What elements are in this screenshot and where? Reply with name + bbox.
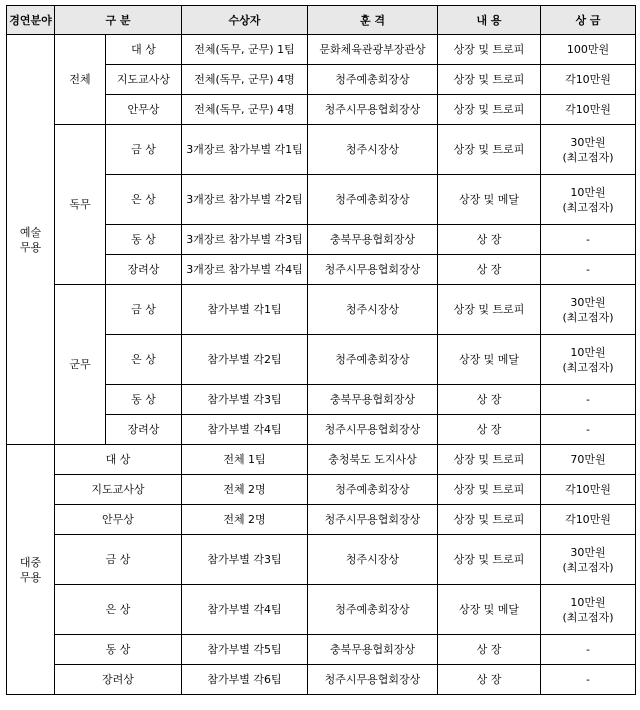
header-honor: 훈 격 [308,6,438,35]
table-row [7,505,636,535]
field-cell: 예술 무용 [7,35,55,445]
honor-cell: 청주예총회장상 [308,475,438,505]
honor-cell: 충북무용협회장상 [308,225,438,255]
content-cell: 상장 및 트로피 [438,35,541,65]
category-cell: 은 상 [55,585,182,635]
honor-cell: 청주예총회장상 [308,175,438,225]
category-cell: 은 상 [106,175,182,225]
winner-cell: 참가부별 각5팀 [182,635,308,665]
category-cell: 안무상 [55,505,182,535]
prize-cell: 10만원 (최고점자) [541,175,636,225]
honor-cell: 청주시무용협회장상 [308,665,438,695]
header-prize: 상 금 [541,6,636,35]
honor-cell: 충북무용협회장상 [308,385,438,415]
content-cell: 상장 및 메달 [438,335,541,385]
winner-cell: 전체(독무, 군무) 4명 [182,95,308,125]
content-cell: 상장 및 트로피 [438,475,541,505]
winner-cell: 3개장르 참가부별 각4팀 [182,255,308,285]
prize-cell: 30만원 (최고점자) [541,535,636,585]
content-cell: 상 장 [438,255,541,285]
content-cell: 상장 및 트로피 [438,445,541,475]
content-cell: 상장 및 트로피 [438,285,541,335]
honor-cell: 청주시무용협회장상 [308,505,438,535]
table-row [7,285,636,335]
content-cell: 상 장 [438,665,541,695]
header-category: 구 분 [55,6,182,35]
header-content: 내 용 [438,6,541,35]
table-row [7,35,636,65]
prize-cell: 각10만원 [541,475,636,505]
honor-cell: 청주예총회장상 [308,585,438,635]
content-cell: 상 장 [438,415,541,445]
subgroup-cell: 전체 [55,35,106,125]
prize-cell: - [541,225,636,255]
table-row [7,445,636,475]
prize-cell: 70만원 [541,445,636,475]
prize-cell: - [541,255,636,285]
table-row [7,585,636,635]
category-cell: 금 상 [106,125,182,175]
subgroup-cell: 군무 [55,285,106,445]
winner-cell: 전체(독무, 군무) 4명 [182,65,308,95]
category-cell: 동 상 [106,385,182,415]
awards-table [6,5,636,695]
honor-cell: 청주예총회장상 [308,65,438,95]
category-cell: 대 상 [55,445,182,475]
prize-cell: 10만원 (최고점자) [541,335,636,385]
honor-cell: 청주시무용협회장상 [308,255,438,285]
honor-cell: 청주시장상 [308,285,438,335]
winner-cell: 전체 2명 [182,475,308,505]
category-cell: 장려상 [106,415,182,445]
winner-cell: 참가부별 각4팀 [182,415,308,445]
prize-cell: 100만원 [541,35,636,65]
content-cell: 상장 및 트로피 [438,125,541,175]
winner-cell: 전체 1팀 [182,445,308,475]
prize-cell: 30만원 (최고점자) [541,125,636,175]
table-row [7,665,636,695]
category-cell: 지도교사상 [55,475,182,505]
winner-cell: 참가부별 각2팀 [182,335,308,385]
honor-cell: 충청북도 도지사상 [308,445,438,475]
winner-cell: 참가부별 각3팀 [182,385,308,415]
honor-cell: 청주시무용협회장상 [308,415,438,445]
table-row [7,535,636,585]
content-cell: 상 장 [438,635,541,665]
winner-cell: 3개장르 참가부별 각1팀 [182,125,308,175]
prize-cell: - [541,385,636,415]
category-cell: 동 상 [106,225,182,255]
header-row [7,6,636,35]
header-field: 경연분야 [7,6,55,35]
prize-cell: 각10만원 [541,65,636,95]
honor-cell: 충북무용협회장상 [308,635,438,665]
header-winner: 수상자 [182,6,308,35]
category-cell: 지도교사상 [106,65,182,95]
prize-cell: - [541,415,636,445]
table-row [7,475,636,505]
content-cell: 상장 및 메달 [438,175,541,225]
category-cell: 금 상 [55,535,182,585]
winner-cell: 참가부별 각6팀 [182,665,308,695]
prize-cell: 각10만원 [541,95,636,125]
winner-cell: 전체 2명 [182,505,308,535]
prize-cell: - [541,635,636,665]
table-row [7,635,636,665]
content-cell: 상장 및 메달 [438,585,541,635]
category-cell: 안무상 [106,95,182,125]
honor-cell: 청주시장상 [308,125,438,175]
category-cell: 장려상 [106,255,182,285]
field-cell: 대중 무용 [7,445,55,695]
content-cell: 상 장 [438,225,541,255]
subgroup-cell: 독무 [55,125,106,285]
winner-cell: 참가부별 각3팀 [182,535,308,585]
winner-cell: 3개장르 참가부별 각3팀 [182,225,308,255]
prize-cell: 30만원 (최고점자) [541,285,636,335]
content-cell: 상장 및 트로피 [438,95,541,125]
honor-cell: 청주시무용협회장상 [308,95,438,125]
content-cell: 상장 및 트로피 [438,505,541,535]
content-cell: 상장 및 트로피 [438,65,541,95]
prize-cell: 10만원 (최고점자) [541,585,636,635]
category-cell: 금 상 [106,285,182,335]
table-row [7,125,636,175]
content-cell: 상장 및 트로피 [438,535,541,585]
winner-cell: 참가부별 각1팀 [182,285,308,335]
prize-cell: 각10만원 [541,505,636,535]
content-cell: 상 장 [438,385,541,415]
honor-cell: 청주시장상 [308,535,438,585]
category-cell: 대 상 [106,35,182,65]
winner-cell: 참가부별 각4팀 [182,585,308,635]
winner-cell: 전체(독무, 군무) 1팀 [182,35,308,65]
honor-cell: 문화체육관광부장관상 [308,35,438,65]
category-cell: 동 상 [55,635,182,665]
honor-cell: 청주예총회장상 [308,335,438,385]
winner-cell: 3개장르 참가부별 각2팀 [182,175,308,225]
category-cell: 은 상 [106,335,182,385]
category-cell: 장려상 [55,665,182,695]
prize-cell: - [541,665,636,695]
